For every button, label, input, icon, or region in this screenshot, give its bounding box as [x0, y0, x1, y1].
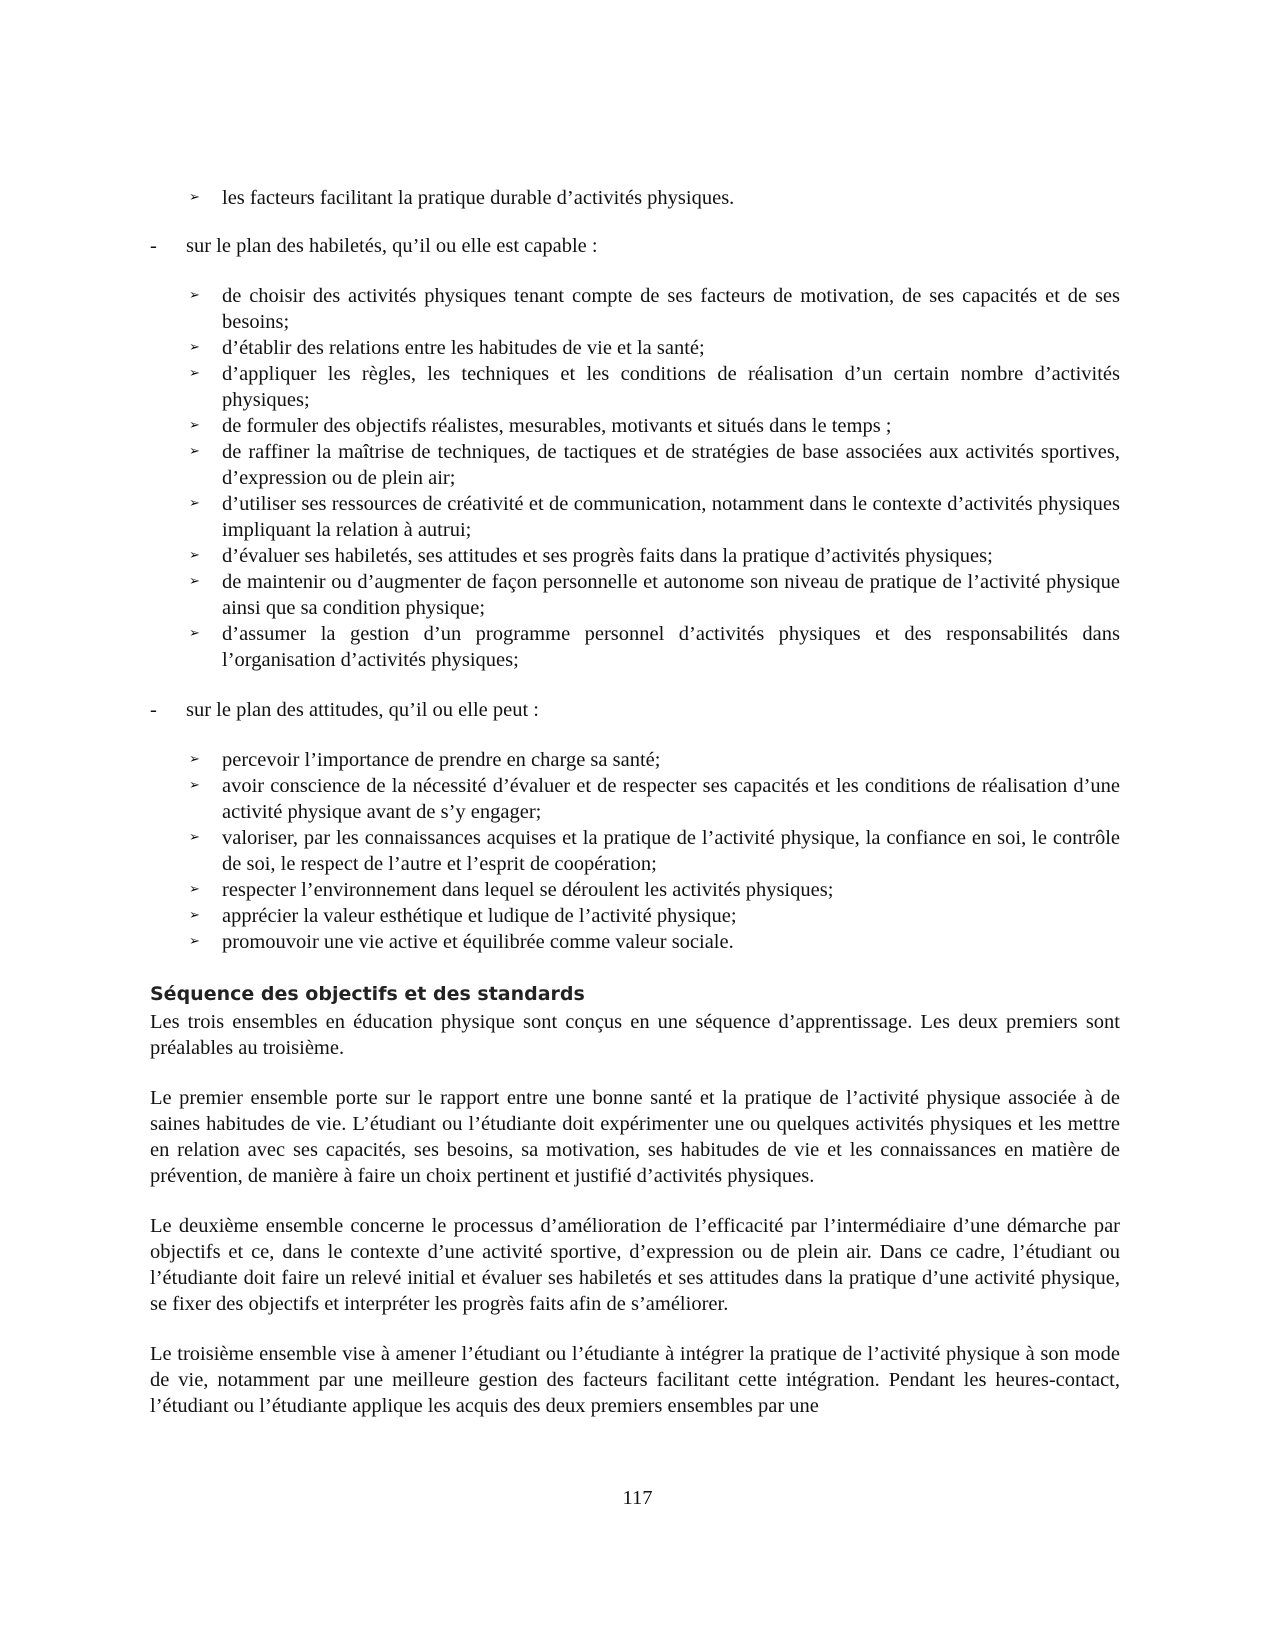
habiletes-list [150, 283, 1120, 673]
arrow-bullet-icon: ➢ [189, 626, 200, 641]
section-title: Séquence des objectifs et des standards [150, 983, 585, 1005]
arrow-bullet-icon: ➢ [189, 548, 200, 563]
arrow-bullet-icon: ➢ [189, 366, 200, 381]
attitudes-list [150, 747, 1120, 955]
paragraph: Les trois ensembles en éducation physique sont conçus en une séquence d’apprentissage. Les deux premiers sont préalables au troisième. [150, 1011, 1120, 1059]
dash-bullet: - [150, 699, 157, 721]
arrow-bullet-icon: ➢ [189, 830, 200, 845]
dash-bullet: - [150, 235, 157, 257]
arrow-bullet-icon: ➢ [189, 190, 200, 205]
paragraph: Le deuxième ensemble concerne le processus d’amélioration de l’efficacité par l’intermédiaire d’une démarche par objectifs et ce, dans le contexte d’une activité sportive, d’expression ou de plein air. Dans ce cadre, l’étudiant ou l’étudiante doit faire un relevé initial et évaluer ses habiletés et ses attitudes dans la pratique d’une activité physique, se fixer des objectifs et interpréter les progrès faits afin de s’améliorer. [150, 1215, 1120, 1315]
list-item: ➢ d’évaluer ses habiletés, ses attitudes et ses progrès faits dans la pratique d’activités physiques; [189, 545, 993, 567]
list-item: ➢ d’utiliser ses ressources de créativité et de communication, notamment dans le contexte d’activités physiques impliquant la relation à autrui; [189, 493, 1120, 541]
arrow-bullet-icon: ➢ [189, 752, 200, 767]
attitudes-heading: - sur le plan des attitudes, qu’il ou elle peut : [150, 699, 539, 721]
list-item: ➢ promouvoir une vie active et équilibrée comme valeur sociale. [189, 931, 734, 953]
arrow-bullet-icon: ➢ [189, 934, 200, 949]
list-item: ➢ de raffiner la maîtrise de techniques, de tactiques et de stratégies de base associées aux activités sportives, d’expression ou de plein air; [189, 441, 1120, 489]
arrow-bullet-icon: ➢ [189, 418, 200, 433]
list-item: ➢ de maintenir ou d’augmenter de façon personnelle et autonome son niveau de pratique de l’activité physique ainsi que sa condition physique; [189, 571, 1120, 619]
page-content [150, 185, 1120, 1419]
paragraph: Le troisième ensemble vise à amener l’étudiant ou l’étudiante à intégrer la pratique de l’activité physique à son mode de vie, notamment par une meilleure gestion des facteurs facilitant cette intégration. Pendant les heures-contact, l’étudiant ou l’étudiante applique les acquis des deux premiers ensembles par une [150, 1343, 1120, 1417]
list-item: ➢ les facteurs facilitant la pratique durable d’activités physiques. [189, 187, 735, 209]
list-item: ➢ de formuler des objectifs réalistes, mesurables, motivants et situés dans le temps ; [189, 415, 892, 437]
page-number: 117 [622, 1487, 653, 1509]
list-item: ➢ d’appliquer les règles, les techniques et les conditions de réalisation d’un certain nombre d’activités physiques; [189, 363, 1120, 411]
list-item: ➢ avoir conscience de la nécessité d’évaluer et de respecter ses capacités et les conditions de réalisation d’une activité physique avant de s’y engager; [189, 775, 1120, 823]
arrow-bullet-icon: ➢ [189, 288, 200, 303]
arrow-bullet-icon: ➢ [189, 496, 200, 511]
arrow-bullet-icon: ➢ [189, 778, 200, 793]
list-item: ➢ valoriser, par les connaissances acquises et la pratique de l’activité physique, la confiance en soi, le contrôle de soi, le respect de l’autre et l’esprit de coopération; [189, 827, 1120, 875]
paragraph: Le premier ensemble porte sur le rapport entre une bonne santé et la pratique de l’activité physique associée à de saines habitudes de vie. L’étudiant ou l’étudiante doit expérimenter une ou quelques activités physiques et les mettre en relation avec ses capacités, ses besoins, sa motivation, ses habitudes de vie et les connaissances en matière de prévention, de manière à faire un choix pertinent et justifié d’activités physiques. [150, 1087, 1120, 1187]
arrow-bullet-icon: ➢ [189, 340, 200, 355]
arrow-bullet-icon: ➢ [189, 882, 200, 897]
list-item: ➢ percevoir l’importance de prendre en charge sa santé; [189, 749, 661, 771]
arrow-bullet-icon: ➢ [189, 574, 200, 589]
list-item: ➢ d’établir des relations entre les habitudes de vie et la santé; [189, 337, 705, 359]
list-item: ➢ d’assumer la gestion d’un programme personnel d’activités physiques et des responsabilités dans l’organisation d’activités physiques; [189, 623, 1120, 671]
list-item: ➢ apprécier la valeur esthétique et ludique de l’activité physique; [189, 905, 737, 927]
arrow-bullet-icon: ➢ [189, 444, 200, 459]
list-item: ➢ de choisir des activités physiques tenant compte de ses facteurs de motivation, de ses capacités et de ses besoins; [189, 285, 1120, 333]
habiletes-heading: - sur le plan des habiletés, qu’il ou elle est capable : [150, 235, 598, 257]
arrow-bullet-icon: ➢ [189, 908, 200, 923]
list-item: ➢ respecter l’environnement dans lequel se déroulent les activités physiques; [189, 879, 834, 901]
intro-bullet-list [150, 185, 1120, 211]
